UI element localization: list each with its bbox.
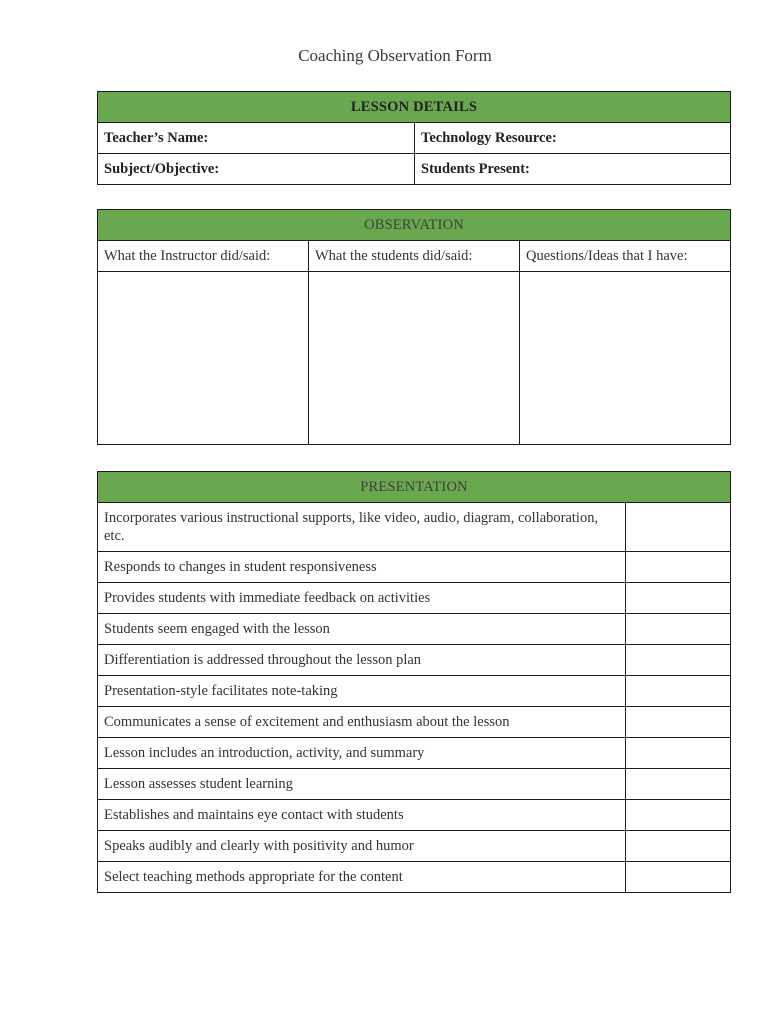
table-row [98,769,731,800]
table-row [98,583,731,614]
table-row [98,503,731,552]
presentation-item: Students seem engaged with the lesson [98,614,626,645]
rating-cell[interactable] [626,583,731,614]
rating-cell[interactable] [626,552,731,583]
questions-column-header: Questions/Ideas that I have: [520,241,731,272]
lesson-details-table [97,91,731,185]
presentation-item: Select teaching methods appropriate for the content [98,862,626,893]
presentation-item: Lesson assesses student learning [98,769,626,800]
table-row [98,676,731,707]
lesson-details-header: LESSON DETAILS [98,92,731,123]
presentation-item: Lesson includes an introduction, activity, and summary [98,738,626,769]
table-row [98,862,731,893]
presentation-item: Differentiation is addressed throughout the lesson plan [98,645,626,676]
rating-cell[interactable] [626,503,731,552]
instructor-notes-cell[interactable] [98,272,309,445]
table-row [98,831,731,862]
rating-cell[interactable] [626,707,731,738]
presentation-table [97,471,731,893]
table-row [98,738,731,769]
presentation-item: Presentation-style facilitates note-taking [98,676,626,707]
table-row [98,614,731,645]
table-row [98,552,731,583]
rating-cell[interactable] [626,862,731,893]
presentation-item: Communicates a sense of excitement and enthusiasm about the lesson [98,707,626,738]
rating-cell[interactable] [626,769,731,800]
table-row [98,645,731,676]
table-row [98,707,731,738]
questions-notes-cell[interactable] [520,272,731,445]
form-title: Coaching Observation Form [298,46,492,65]
rating-cell[interactable] [626,645,731,676]
presentation-item: Establishes and maintains eye contact with students [98,800,626,831]
students-present-field[interactable]: Students Present: [415,154,731,185]
rating-cell[interactable] [626,831,731,862]
instructor-column-header: What the Instructor did/said: [98,241,309,272]
presentation-item: Provides students with immediate feedback on activities [98,583,626,614]
rating-cell[interactable] [626,738,731,769]
technology-resource-field[interactable]: Technology Resource: [415,123,731,154]
presentation-header: PRESENTATION [98,472,731,503]
teacher-name-field[interactable]: Teacher’s Name: [98,123,415,154]
rating-cell[interactable] [626,676,731,707]
table-row [98,800,731,831]
students-notes-cell[interactable] [309,272,520,445]
students-column-header: What the students did/said: [309,241,520,272]
rating-cell[interactable] [626,614,731,645]
presentation-item: Incorporates various instructional supports, like video, audio, diagram, collaboration, etc. [98,503,626,552]
rating-cell[interactable] [626,800,731,831]
subject-objective-field[interactable]: Subject/Objective: [98,154,415,185]
observation-header: OBSERVATION [98,210,731,241]
observation-table [97,209,731,445]
presentation-item: Speaks audibly and clearly with positivity and humor [98,831,626,862]
presentation-item: Responds to changes in student responsiveness [98,552,626,583]
